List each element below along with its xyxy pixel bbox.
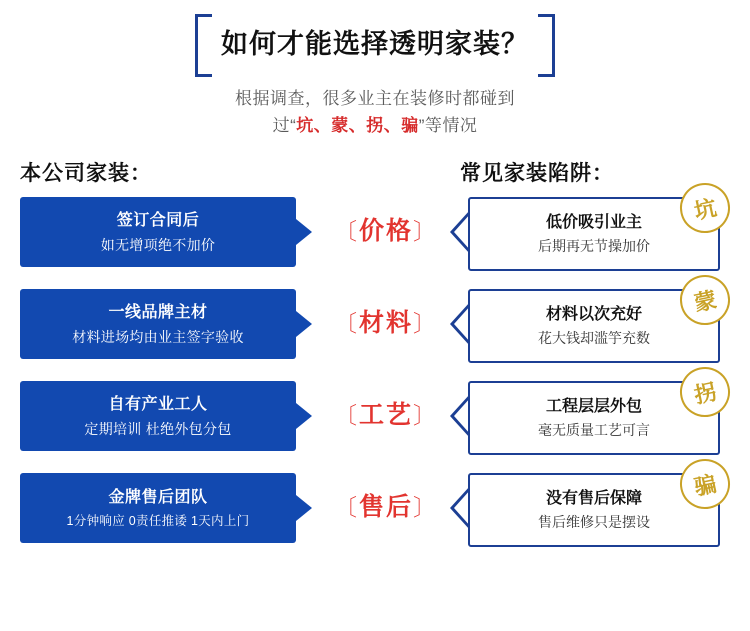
trap-detail: 售后维修只是摆设 xyxy=(538,514,650,531)
category-text: 售后 xyxy=(358,493,413,522)
trap-title: 低价吸引业主 xyxy=(545,213,642,231)
subtitle-line-1: 根据调查，很多业主在装修时都碰到 xyxy=(235,89,515,108)
arrow-right-icon xyxy=(296,403,312,429)
our-service-title: 自有产业工人 xyxy=(108,396,208,414)
bracket-left: 〔 xyxy=(333,310,359,337)
comparison-row xyxy=(0,378,750,473)
left-column-heading: 本公司家装： xyxy=(20,162,152,186)
our-service-title: 金牌售后团队 xyxy=(108,489,208,507)
our-service-detail: 1分钟响应 0责任推诿 1天内上门 xyxy=(66,513,250,528)
our-service-card xyxy=(20,197,296,267)
trap-detail: 花大钱却滥竽充数 xyxy=(538,330,650,347)
trap-title: 没有售后保障 xyxy=(545,489,642,507)
comparison-row xyxy=(0,194,750,289)
seal-stamp-icon: 骗 xyxy=(675,455,734,514)
trap-detail: 毫无质量工艺可言 xyxy=(538,422,650,439)
category-label xyxy=(316,303,456,339)
category-label xyxy=(316,211,456,247)
comparison-row xyxy=(0,470,750,565)
bracket-right: 〕 xyxy=(413,218,438,245)
bracket-left: 〔 xyxy=(333,218,359,245)
seal-stamp-icon: 蒙 xyxy=(675,271,734,330)
comparison-rows xyxy=(0,194,750,597)
seal-stamp-icon: 坑 xyxy=(675,179,734,238)
subtitle xyxy=(0,85,750,139)
our-service-detail: 定期培训 杜绝外包分包 xyxy=(84,420,232,437)
subtitle-suffix: ”等情况 xyxy=(418,116,478,136)
bracket-right: 〕 xyxy=(413,310,438,337)
trap-detail: 后期再无节操加价 xyxy=(538,238,650,255)
category-text: 价格 xyxy=(358,217,413,246)
trap-title: 材料以次充好 xyxy=(545,305,642,323)
right-column-heading: 常见家装陷阱： xyxy=(460,162,614,186)
our-service-title: 签订合同后 xyxy=(116,212,200,230)
arrow-right-icon xyxy=(296,495,312,521)
our-service-detail: 材料进场均由业主签字验收 xyxy=(72,328,244,345)
category-text: 工艺 xyxy=(358,401,413,430)
bracket-left: 〔 xyxy=(333,402,359,429)
page-title: 如何才能选择透明家装？ xyxy=(195,14,555,71)
column-headings xyxy=(0,157,750,191)
header xyxy=(0,0,750,139)
arrow-right-icon xyxy=(296,311,312,337)
arrow-right-icon xyxy=(296,219,312,245)
our-service-card xyxy=(20,289,296,359)
bracket-left: 〔 xyxy=(333,494,359,521)
category-text: 材料 xyxy=(358,309,413,338)
category-label xyxy=(316,487,456,523)
our-service-card xyxy=(20,473,296,543)
subtitle-prefix: 过“ xyxy=(272,116,297,136)
subtitle-line-2 xyxy=(0,112,750,139)
seal-stamp-icon: 拐 xyxy=(675,363,734,422)
our-service-title: 一线品牌主材 xyxy=(108,304,208,322)
subtitle-highlight: 坑、蒙、拐、骗 xyxy=(296,116,419,136)
bracket-right: 〕 xyxy=(413,494,438,521)
comparison-row xyxy=(0,286,750,381)
trap-title: 工程层层外包 xyxy=(545,397,642,415)
category-label xyxy=(316,395,456,431)
our-service-detail: 如无增项绝不加价 xyxy=(100,236,216,253)
our-service-card xyxy=(20,381,296,451)
bracket-right: 〕 xyxy=(413,402,438,429)
